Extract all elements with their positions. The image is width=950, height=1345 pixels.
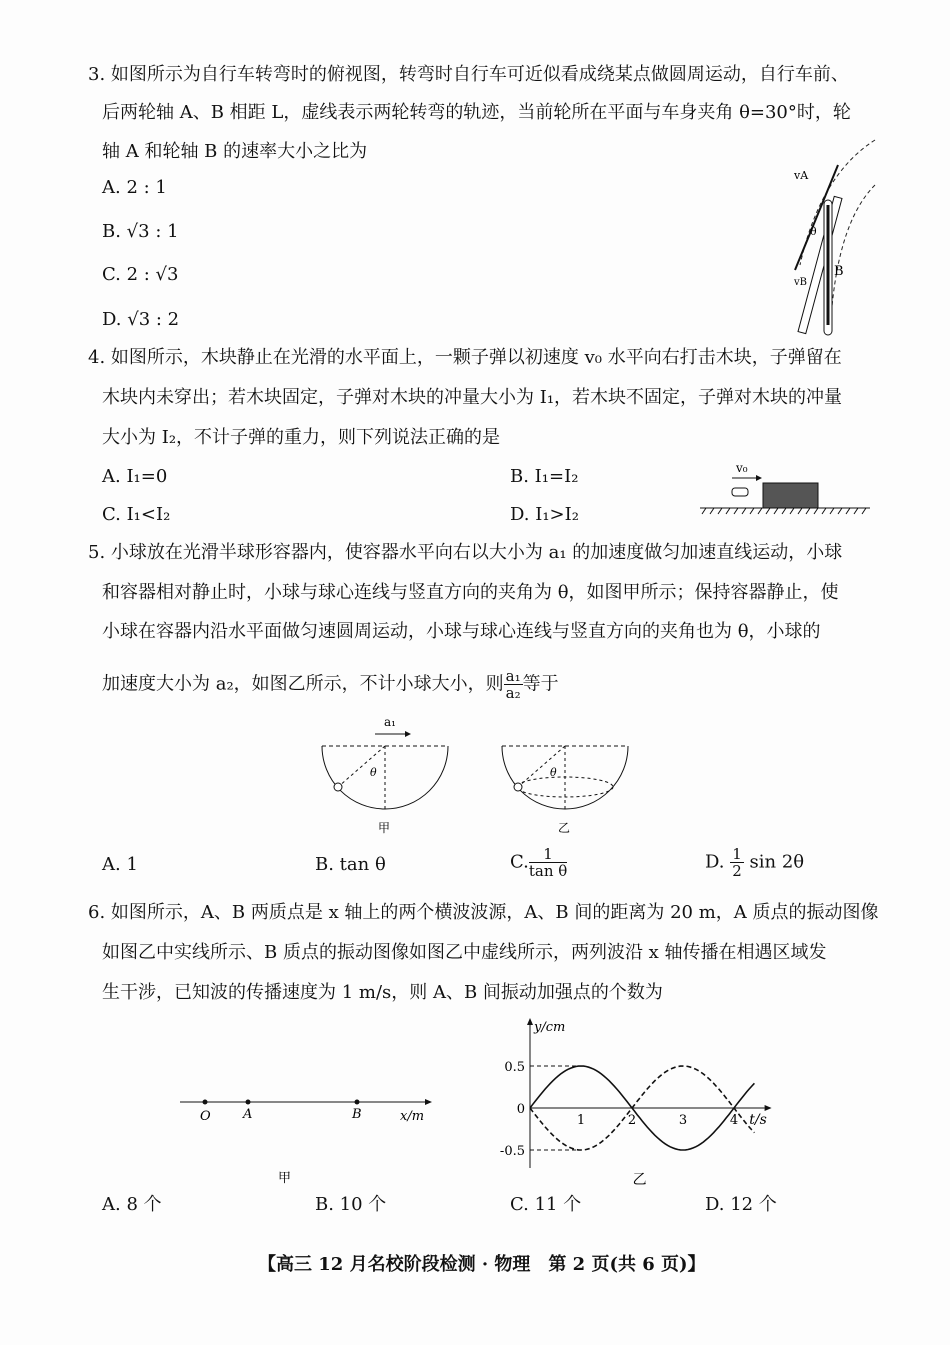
q4-option-d: D. I₁>I₂ <box>510 504 579 525</box>
y-axis-label: y/cm <box>534 1020 566 1035</box>
chart-caption: 乙 <box>632 1172 647 1188</box>
q3-text-line: 轴 A 和轮轴 B 的速率大小之比为 <box>102 141 368 162</box>
vb-label: vB <box>794 277 807 288</box>
o-label: O <box>200 1109 211 1124</box>
q6-option-c: C. 11 个 <box>510 1194 582 1215</box>
x-axis-label: t/s <box>749 1112 767 1128</box>
q5-text-line <box>102 668 559 701</box>
x-tick-label: 1 <box>576 1113 586 1128</box>
q5-option-b: B. tan θ <box>315 854 386 875</box>
q4-text-line: 4. 如图所示，木块静止在光滑的水平面上，一颗子弹以初速度 v₀ 水平向右打击木块，子弹留在 <box>88 347 842 368</box>
q5-option-c <box>510 846 567 879</box>
q4-option-b: B. I₁=I₂ <box>510 466 579 487</box>
y-tick-label: 0.5 <box>504 1060 525 1075</box>
fraction <box>529 846 567 879</box>
frac-denominator: 2 <box>732 862 742 880</box>
q3-option-c: C. 2 : √3 <box>102 264 179 285</box>
q5-text-line: 5. 小球放在光滑半球形容器内，使容器水平向右以大小为 a₁ 的加速度做匀加速直线运动，小球 <box>88 542 843 563</box>
q3-text-line: 3. 如图所示为自行车转弯时的俯视图，转弯时自行车可近似看成绕某点做圆周运动，自行车前、 <box>88 64 849 85</box>
a1-label: a₁ <box>384 715 396 729</box>
a-label: A <box>243 1107 253 1122</box>
frac-denominator: tan θ <box>528 862 568 880</box>
q5-text-line-start: 加速度大小为 a₂，如图乙所示，不计小球大小，则 <box>102 673 504 695</box>
q3-option-b: B. √3 : 1 <box>102 221 179 242</box>
y-tick-label: -0.5 <box>499 1144 525 1159</box>
b-label: B <box>834 264 844 279</box>
q6-option-d: D. 12 个 <box>705 1194 777 1215</box>
fraction <box>730 846 744 879</box>
q5-option-a: A. 1 <box>102 854 138 875</box>
x-tick-label: 4 <box>729 1113 739 1128</box>
yi-caption: 乙 <box>558 821 571 835</box>
v0-label: v₀ <box>736 461 748 475</box>
q6-option-a: A. 8 个 <box>102 1194 162 1215</box>
theta-label: θ <box>810 225 817 238</box>
theta-label: θ <box>370 766 377 779</box>
q4-option-c: C. I₁<I₂ <box>102 504 171 525</box>
q3-option-d: D. √3 : 2 <box>102 309 180 330</box>
option-prefix: D. <box>705 851 725 873</box>
frac-numerator: a₁ <box>505 667 521 685</box>
q6-text-line: 如图乙中实线所示、B 质点的振动图像如图乙中虚线所示，两列波沿 x 轴传播在相遇区域发 <box>102 942 827 963</box>
frac-numerator: 1 <box>732 845 742 863</box>
a1-over-a2-fraction <box>504 668 523 701</box>
q4-option-a: A. I₁=0 <box>102 466 168 487</box>
page-footer: 【高三 12 月名校阶段检测 · 物理 第 2 页(共 6 页)】 <box>258 1254 706 1275</box>
va-label: vA <box>794 169 809 182</box>
vibration-chart-yi <box>490 1015 780 1190</box>
q4-text-line: 大小为 I₂，不计子弹的重力，则下列说法正确的是 <box>102 427 501 448</box>
x-tick-label: 2 <box>627 1113 637 1128</box>
q5-text-line: 和容器相对静止时，小球与球心连线与竖直方向的夹角为 θ，如图甲所示；保持容器静止，使 <box>102 582 839 603</box>
option-tail: sin 2θ <box>749 851 805 873</box>
hemisphere-figure-jia <box>320 712 460 837</box>
q6-text-line: 生干涉，已知波的传播速度为 1 m/s，则 A、B 间振动加强点的个数为 <box>102 982 663 1003</box>
q6-text-line: 6. 如图所示，A、B 两质点是 x 轴上的两个横波波源，A、B 间的距离为 20 m，A 质点的振动图像 <box>88 902 879 923</box>
bicycle-figure <box>780 135 880 345</box>
q3-option-a: A. 2 : 1 <box>102 177 167 198</box>
q5-text-line: 小球在容器内沿水平面做匀速圆周运动，小球与球心连线与竖直方向的夹角也为 θ，小球的 <box>102 621 821 642</box>
option-prefix: C. <box>510 851 529 873</box>
jia-caption: 甲 <box>278 1171 292 1186</box>
theta-label: θ <box>550 766 557 779</box>
x-axis-label: x/m <box>400 1109 425 1124</box>
b-label: B <box>352 1107 362 1122</box>
q5-tail: 等于 <box>522 673 559 695</box>
q4-text-line: 木块内未穿出；若木块固定，子弹对木块的冲量大小为 I₁，若木块不固定，子弹对木块的冲量 <box>102 387 843 408</box>
x-tick-label: 3 <box>678 1113 688 1128</box>
frac-denominator: a₂ <box>505 684 521 702</box>
x-axis-arrow <box>765 1105 772 1111</box>
q3-text-line: 后两轮轴 A、B 相距 L，虚线表示两轮转弯的轨迹，当前轮所在平面与车身夹角 θ=30°时，轮 <box>102 102 851 123</box>
frac-numerator: 1 <box>529 846 567 863</box>
jia-caption: 甲 <box>378 821 391 835</box>
hemisphere-figure-yi <box>500 712 640 837</box>
y-tick-label: 0 <box>516 1102 525 1117</box>
q5-option-d <box>705 846 804 879</box>
q6-option-b: B. 10 个 <box>315 1194 387 1215</box>
bullet-block-figure <box>700 460 870 520</box>
y-axis-arrow <box>527 1018 533 1025</box>
x-axis-figure-jia <box>180 1090 440 1190</box>
